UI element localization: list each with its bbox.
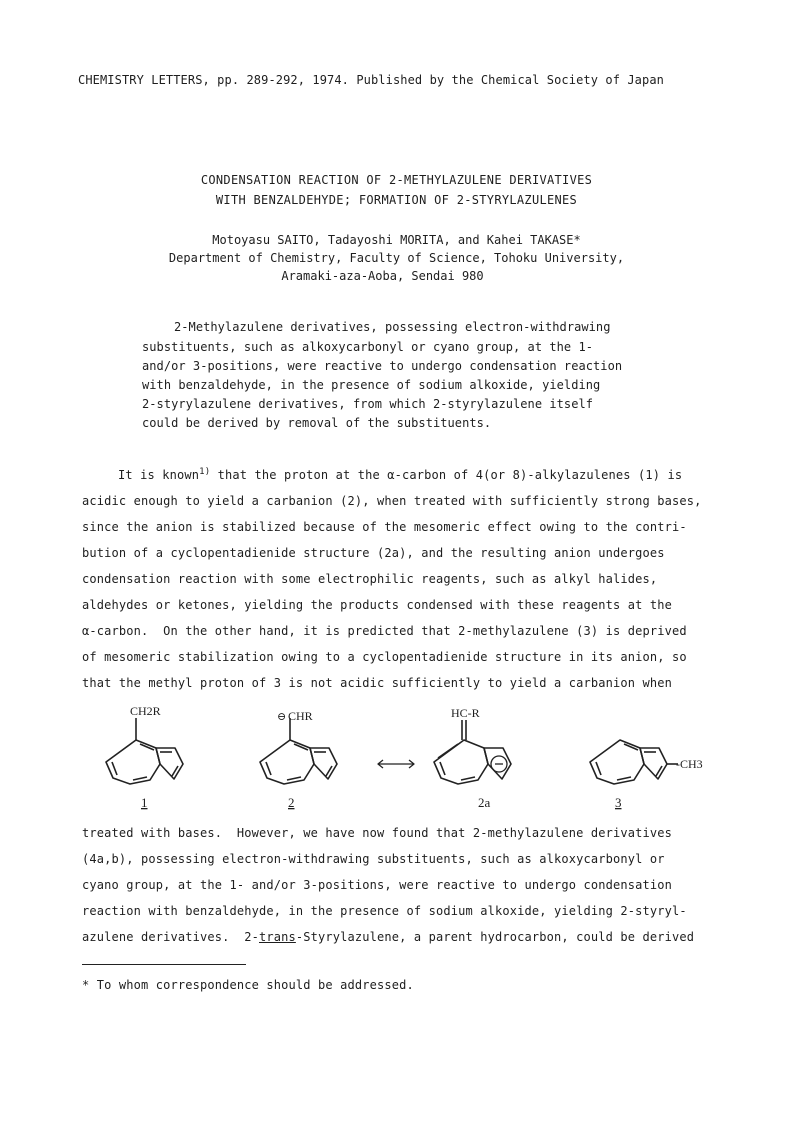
resonance-arrow <box>378 760 414 768</box>
substituent-label: CHR <box>288 709 313 723</box>
body-line: bution of a cyclopentadienide structure (2a), and the resulting anion undergoes <box>82 546 665 560</box>
body-line: acidic enough to yield a carbanion (2), when treated with sufficiently strong bases, <box>82 494 702 508</box>
abstract-line: and/or 3-positions, were reactive to undergo condensation reaction <box>142 359 623 373</box>
body-line: cyano group, at the 1- and/or 3-positions, were reactive to undergo condensation <box>82 878 672 892</box>
italic-term: trans <box>259 930 296 944</box>
body-line: condensation reaction with some electrophilic reagents, such as alkyl halides, <box>82 572 658 586</box>
body-line: α-carbon. On the other hand, it is predicted that 2-methylazulene (3) is deprived <box>82 624 687 638</box>
abstract-line: substituents, such as alkoxycarbonyl or cyano group, at the 1- <box>142 340 594 354</box>
body-line <box>118 468 682 482</box>
body-line <box>82 930 694 944</box>
anion-charge-icon: ⊖ <box>277 711 287 723</box>
structure-scheme <box>0 700 793 820</box>
affiliation-line-2: Aramaki-aza-Aoba, Sendai 980 <box>281 269 484 283</box>
methylazulene-structure-3 <box>590 740 678 784</box>
substituent-label: CH2R <box>130 704 161 718</box>
compound-label: 1 <box>141 795 148 810</box>
author-names: Motoyasu SAITO, Tadayoshi MORITA, and Kahei TAKASE* <box>212 233 581 247</box>
body-line: aldehydes or ketones, yielding the products condensed with these reagents at the <box>82 598 672 612</box>
compound-label: 2 <box>288 795 295 810</box>
body-line: reaction with benzaldehyde, in the presence of sodium alkoxide, yielding 2-styryl- <box>82 904 687 918</box>
azulene-resonance-structure-2a <box>434 720 511 784</box>
body-line: treated with bases. However, we have now found that 2-methylazulene derivatives <box>82 826 672 840</box>
body-text: -Styrylazulene, a parent hydrocarbon, could be derived <box>295 930 695 944</box>
body-line: of mesomeric stabilization owing to a cyclopentadienide structure in its anion, so <box>82 650 687 664</box>
azulene-structure-1 <box>106 718 183 784</box>
abstract-line: 2-Methylazulene derivatives, possessing electron-withdrawing <box>174 320 611 334</box>
footnote-rule <box>82 964 246 965</box>
substituent-label: -CH3 <box>676 757 703 771</box>
body-text: that the proton at the α-carbon of 4(or 8)-alkylazulenes (1) is <box>210 468 683 482</box>
body-text: It is known <box>118 468 200 482</box>
running-head: CHEMISTRY LETTERS, pp. 289-292, 1974. Published by the Chemical Society of Japan <box>78 73 664 87</box>
footnote: * To whom correspondence should be addressed. <box>82 978 414 992</box>
article-title-line-1: CONDENSATION REACTION OF 2-METHYLAZULENE DERIVATIVES <box>200 173 593 187</box>
body-line: since the anion is stabilized because of the mesomeric effect owing to the contri- <box>82 520 687 534</box>
reference-marker: 1) <box>199 467 211 477</box>
abstract-line: with benzaldehyde, in the presence of sodium alkoxide, yielding <box>142 378 601 392</box>
compound-label: 3 <box>615 795 622 810</box>
abstract-line: could be derived by removal of the substituents. <box>142 416 492 430</box>
affiliation-line-1: Department of Chemistry, Faculty of Science, Tohoku University, <box>168 251 625 265</box>
azulene-anion-structure-2 <box>260 718 337 784</box>
body-text: azulene derivatives. 2- <box>82 930 259 944</box>
article-title-line-2: WITH BENZALDEHYDE; FORMATION OF 2-STYRYLAZULENES <box>215 193 578 207</box>
body-line: that the methyl proton of 3 is not acidic sufficiently to yield a carbanion when <box>82 676 672 690</box>
compound-label: 2a <box>478 795 491 810</box>
abstract-line: 2-styrylazulene derivatives, from which 2-styrylazulene itself <box>142 397 594 411</box>
substituent-label: HC-R <box>451 706 480 720</box>
body-line: (4a,b), possessing electron-withdrawing substituents, such as alkoxycarbonyl or <box>82 852 665 866</box>
